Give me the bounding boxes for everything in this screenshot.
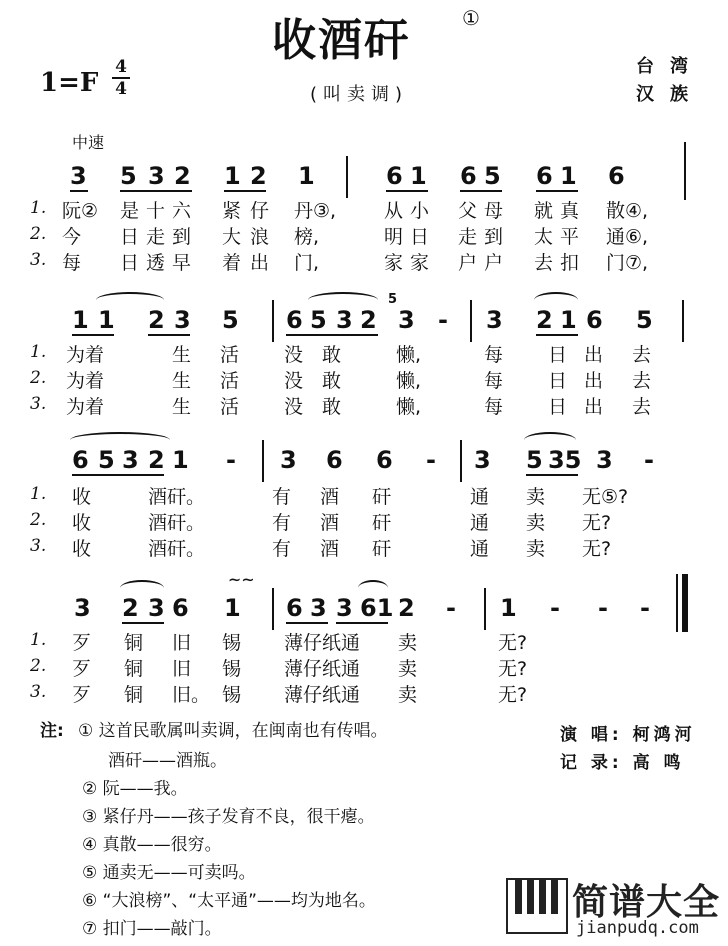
lyric: 每 bbox=[62, 252, 82, 274]
lyric: 铜 bbox=[124, 684, 144, 706]
note: 1 bbox=[410, 162, 427, 190]
lyric: 卖 bbox=[526, 486, 546, 508]
lyric: 收 bbox=[72, 486, 92, 508]
lyric: 是 bbox=[120, 200, 140, 222]
lyric: 家 bbox=[384, 252, 404, 274]
slur bbox=[70, 432, 170, 448]
slur bbox=[524, 432, 576, 448]
site-watermark bbox=[506, 872, 726, 942]
note-item: ③ 紧仔丹——孩子发育不良，很干瘪。 bbox=[82, 807, 375, 827]
origin-ethnicity: 汉族 bbox=[636, 84, 704, 105]
underline bbox=[122, 622, 164, 624]
lyric: 有 bbox=[272, 512, 292, 534]
note: 1 bbox=[298, 162, 315, 190]
lyric: 锡 bbox=[222, 658, 242, 680]
dash: - bbox=[644, 446, 654, 474]
lyric: 走 bbox=[458, 226, 478, 248]
lyric: 矸 bbox=[372, 538, 392, 560]
note: 3 bbox=[398, 306, 415, 334]
lyric: 今 bbox=[62, 226, 82, 248]
underline bbox=[72, 334, 114, 336]
bar-line bbox=[346, 156, 348, 198]
lyric: 通⑥, bbox=[606, 226, 649, 248]
notes-label: 注: bbox=[40, 721, 64, 741]
note: 1 bbox=[500, 594, 517, 622]
lyric: 没 bbox=[284, 344, 304, 366]
watermark-name: 简谱大全 bbox=[572, 882, 721, 923]
underline bbox=[70, 190, 88, 192]
lyric: 仔 bbox=[250, 200, 270, 222]
lyric: 每 bbox=[484, 396, 504, 418]
note: 1 bbox=[98, 306, 115, 334]
lyric: 门⑦, bbox=[606, 252, 649, 274]
note: 3 bbox=[122, 446, 139, 474]
lyric: 紧 bbox=[222, 200, 242, 222]
bar-line bbox=[272, 300, 274, 342]
note: 6 bbox=[376, 446, 393, 474]
verse-number: 1. bbox=[30, 342, 47, 362]
bar-line bbox=[684, 142, 686, 200]
lyric: 歹 bbox=[72, 658, 92, 680]
dash: - bbox=[446, 594, 456, 622]
slur bbox=[120, 580, 164, 596]
lyric: 无⑤? bbox=[582, 486, 629, 508]
bar-line bbox=[272, 588, 274, 630]
note-item: ⑦ 扣门——敲门。 bbox=[82, 919, 222, 939]
note: 6 bbox=[460, 162, 477, 190]
lyric: 酒 bbox=[320, 538, 340, 560]
lyric: 收 bbox=[72, 538, 92, 560]
lyric: 去 bbox=[632, 396, 652, 418]
note: 6 bbox=[286, 306, 303, 334]
bar-line bbox=[484, 588, 486, 630]
verse-number: 1. bbox=[30, 630, 47, 650]
note: 6 bbox=[72, 446, 89, 474]
underline bbox=[536, 334, 578, 336]
origin-region: 台湾 bbox=[636, 56, 704, 77]
note: 1 bbox=[560, 306, 577, 334]
lyric: 无? bbox=[582, 538, 612, 560]
lyric: 着 bbox=[222, 252, 242, 274]
underline bbox=[336, 622, 388, 624]
note: 2 bbox=[122, 594, 139, 622]
note: 3 bbox=[486, 306, 503, 334]
note-item: ④ 真散——很穷。 bbox=[82, 835, 222, 855]
final-bar-thin bbox=[676, 574, 678, 632]
lyric: 户 bbox=[458, 252, 478, 274]
lyric: 有 bbox=[272, 538, 292, 560]
lyric: 平 bbox=[560, 226, 580, 248]
verse-number: 3. bbox=[30, 536, 47, 556]
note: 3 bbox=[174, 306, 191, 334]
note: 5 bbox=[484, 162, 501, 190]
note: 5 bbox=[310, 306, 327, 334]
lyric: 无? bbox=[582, 512, 612, 534]
verse-number: 1. bbox=[30, 484, 47, 504]
note: 2 bbox=[536, 306, 553, 334]
dash: - bbox=[640, 594, 650, 622]
page-title: 收酒矸 bbox=[272, 15, 410, 66]
lyric: 敢 bbox=[322, 370, 342, 392]
note: 3 bbox=[70, 162, 87, 190]
verse-number: 1. bbox=[30, 198, 47, 218]
lyric: 酒 bbox=[320, 486, 340, 508]
lyric: 卖 bbox=[526, 512, 546, 534]
note: 5 bbox=[98, 446, 115, 474]
lyric: 为着 bbox=[66, 344, 105, 366]
dash: - bbox=[550, 594, 560, 622]
note: 3 bbox=[474, 446, 491, 474]
note: 2 bbox=[148, 306, 165, 334]
score-system-3 bbox=[0, 446, 728, 596]
note: 5 bbox=[222, 306, 239, 334]
lyric: 矸 bbox=[372, 512, 392, 534]
lyric: 日 bbox=[548, 396, 568, 418]
lyric: 走 bbox=[146, 226, 166, 248]
lyric: 卖 bbox=[398, 632, 418, 654]
lyric: 去 bbox=[632, 344, 652, 366]
lyric: 每 bbox=[484, 344, 504, 366]
meter-top: 4 bbox=[115, 57, 127, 77]
lyric: 活 bbox=[220, 370, 240, 392]
note: 1 bbox=[224, 594, 241, 622]
lyric: 母 bbox=[484, 200, 504, 222]
lyric: 没 bbox=[284, 370, 304, 392]
lyric: 无? bbox=[498, 684, 528, 706]
note: 1 bbox=[224, 162, 241, 190]
lyric: 铜 bbox=[124, 658, 144, 680]
verse-number: 2. bbox=[30, 224, 47, 244]
lyric: 敢 bbox=[322, 344, 342, 366]
note: 61 bbox=[360, 594, 394, 622]
singer-credit: 演 唱: 柯鸿河 bbox=[560, 725, 696, 745]
lyric: 锡 bbox=[222, 632, 242, 654]
dash: - bbox=[598, 594, 608, 622]
lyric: 为着 bbox=[66, 396, 105, 418]
note-item: 酒矸——酒瓶。 bbox=[108, 751, 227, 771]
lyric: 浪 bbox=[250, 226, 270, 248]
lyric: 生 bbox=[172, 370, 192, 392]
underline bbox=[224, 190, 266, 192]
underline bbox=[526, 474, 578, 476]
note: 5 bbox=[120, 162, 137, 190]
bar-line bbox=[460, 440, 462, 482]
lyric: 酒矸。 bbox=[148, 538, 206, 560]
note: 2 bbox=[398, 594, 415, 622]
lyric: 酒矸。 bbox=[148, 486, 206, 508]
lyric: 去 bbox=[632, 370, 652, 392]
note: 3 bbox=[336, 306, 353, 334]
lyric: 日 bbox=[410, 226, 430, 248]
lyric: 出 bbox=[584, 396, 604, 418]
underline bbox=[286, 622, 328, 624]
note: 6 bbox=[586, 306, 603, 334]
lyric: 十 bbox=[146, 200, 166, 222]
lyric: 旧 bbox=[172, 658, 192, 680]
lyric: 酒矸。 bbox=[148, 512, 206, 534]
title-note-mark: ① bbox=[462, 6, 480, 30]
lyric: 散④, bbox=[606, 200, 649, 222]
lyric: 无? bbox=[498, 632, 528, 654]
lyric: 懒, bbox=[396, 396, 422, 418]
grace-note: 5 bbox=[388, 292, 398, 307]
lyric: 通 bbox=[470, 538, 490, 560]
lyric: 敢 bbox=[322, 396, 342, 418]
verse-number: 2. bbox=[30, 510, 47, 530]
lyric: 户 bbox=[484, 252, 504, 274]
lyric: 懒, bbox=[396, 344, 422, 366]
note: 3 bbox=[74, 594, 91, 622]
lyric: 早 bbox=[172, 252, 192, 274]
note-item: ② 阮——我。 bbox=[82, 779, 188, 799]
lyric: 透 bbox=[146, 252, 166, 274]
lyric: 生 bbox=[172, 344, 192, 366]
lyric: 日 bbox=[548, 370, 568, 392]
final-bar-thick bbox=[682, 574, 688, 632]
underline bbox=[286, 334, 378, 336]
note: 2 bbox=[360, 306, 377, 334]
lyric: 收 bbox=[72, 512, 92, 534]
lyric: 歹 bbox=[72, 632, 92, 654]
dash: - bbox=[438, 306, 448, 334]
note: 6 bbox=[608, 162, 625, 190]
lyric: 生 bbox=[172, 396, 192, 418]
lyric: 活 bbox=[220, 396, 240, 418]
note: 2 bbox=[148, 446, 165, 474]
note: 6 bbox=[536, 162, 553, 190]
note: 1 bbox=[560, 162, 577, 190]
lyric: 扣 bbox=[560, 252, 580, 274]
note: 5 bbox=[526, 446, 543, 474]
slur bbox=[308, 292, 378, 308]
lyric: 日 bbox=[120, 226, 140, 248]
note-item: ① 这首民歌属叫卖调，在闽南也有传唱。 bbox=[78, 721, 388, 741]
lyric: 父 bbox=[458, 200, 478, 222]
lyric: 无? bbox=[498, 658, 528, 680]
lyric: 出 bbox=[584, 370, 604, 392]
time-signature bbox=[112, 58, 130, 98]
lyric: 卖 bbox=[526, 538, 546, 560]
note: 3 bbox=[310, 594, 327, 622]
verse-number: 2. bbox=[30, 656, 47, 676]
lyric: 到 bbox=[484, 226, 504, 248]
recorder-credit: 记 录: 高 鸣 bbox=[560, 753, 685, 773]
lyric: 卖 bbox=[398, 684, 418, 706]
note: 3 bbox=[280, 446, 297, 474]
underline bbox=[460, 190, 502, 192]
note: 6 bbox=[172, 594, 189, 622]
lyric: 为着 bbox=[66, 370, 105, 392]
note: 3 bbox=[336, 594, 353, 622]
note: 2 bbox=[250, 162, 267, 190]
meter-bottom: 4 bbox=[115, 79, 127, 99]
lyric: 日 bbox=[548, 344, 568, 366]
slur bbox=[534, 292, 578, 308]
note: 6 bbox=[386, 162, 403, 190]
lyric: 太 bbox=[534, 226, 554, 248]
lyric: 通 bbox=[470, 486, 490, 508]
verse-number: 2. bbox=[30, 368, 47, 388]
underline bbox=[72, 474, 164, 476]
lyric: 家 bbox=[410, 252, 430, 274]
note-item: ⑤ 通卖无——可卖吗。 bbox=[82, 863, 256, 883]
lyric: 真 bbox=[560, 200, 580, 222]
note: 3 bbox=[596, 446, 613, 474]
lyric: 薄仔纸通 bbox=[284, 658, 361, 680]
lyric: 有 bbox=[272, 486, 292, 508]
lyric: 六 bbox=[172, 200, 192, 222]
lyric: 旧 bbox=[172, 632, 192, 654]
lyric: 卖 bbox=[398, 658, 418, 680]
slur bbox=[358, 580, 388, 596]
note: 1 bbox=[172, 446, 189, 474]
note: 6 bbox=[286, 594, 303, 622]
lyric: 去 bbox=[534, 252, 554, 274]
lyric: 懒, bbox=[396, 370, 422, 392]
verse-number: 3. bbox=[30, 250, 47, 270]
bar-line bbox=[262, 440, 264, 482]
note: 3 bbox=[148, 162, 165, 190]
lyric: 矸 bbox=[372, 486, 392, 508]
lyric: 出 bbox=[250, 252, 270, 274]
note: 5 bbox=[636, 306, 653, 334]
lyric: 旧。 bbox=[172, 684, 211, 706]
underline bbox=[536, 190, 578, 192]
subtitle: (叫卖调) bbox=[310, 84, 409, 105]
lyric: 到 bbox=[172, 226, 192, 248]
underline bbox=[386, 190, 428, 192]
lyric: 薄仔纸通 bbox=[284, 684, 361, 706]
dash: - bbox=[426, 446, 436, 474]
bar-line bbox=[682, 300, 684, 342]
note: 2 bbox=[174, 162, 191, 190]
lyric: 榜, bbox=[294, 226, 320, 248]
lyric: 每 bbox=[484, 370, 504, 392]
lyric: 酒 bbox=[320, 512, 340, 534]
lyric: 薄仔纸通 bbox=[284, 632, 361, 654]
lyric: 日 bbox=[120, 252, 140, 274]
score-system-1 bbox=[0, 162, 728, 312]
dash: - bbox=[226, 446, 236, 474]
lyric: 从 bbox=[384, 200, 404, 222]
lyric: 小 bbox=[410, 200, 430, 222]
note: 1 bbox=[72, 306, 89, 334]
lyric: 出 bbox=[584, 344, 604, 366]
verse-number: 3. bbox=[30, 682, 47, 702]
lyric: 丹③, bbox=[294, 200, 337, 222]
lyric: 通 bbox=[470, 512, 490, 534]
note-item: ⑥ “大浪榜”、“太平通”——均为地名。 bbox=[82, 891, 376, 911]
trill-mark: ∼∼ bbox=[228, 570, 255, 589]
lyric: 锡 bbox=[222, 684, 242, 706]
lyric: 明 bbox=[384, 226, 404, 248]
lyric: 大 bbox=[222, 226, 242, 248]
lyric: 门, bbox=[294, 252, 320, 274]
lyric: 活 bbox=[220, 344, 240, 366]
note: 35 bbox=[548, 446, 582, 474]
slur bbox=[96, 292, 164, 308]
note: 6 bbox=[326, 446, 343, 474]
lyric: 阮② bbox=[62, 200, 99, 222]
underline bbox=[120, 190, 192, 192]
key-signature: 1=F bbox=[40, 68, 99, 98]
bar-line bbox=[470, 300, 472, 342]
lyric: 没 bbox=[284, 396, 304, 418]
watermark-url: jianpudq.com bbox=[576, 918, 699, 938]
note: 3 bbox=[148, 594, 165, 622]
underline bbox=[148, 334, 190, 336]
tempo-marking: 中速 bbox=[72, 133, 105, 152]
piano-keys-icon bbox=[506, 878, 568, 934]
verse-number: 3. bbox=[30, 394, 47, 414]
lyric: 歹 bbox=[72, 684, 92, 706]
lyric: 就 bbox=[534, 200, 554, 222]
lyric: 铜 bbox=[124, 632, 144, 654]
